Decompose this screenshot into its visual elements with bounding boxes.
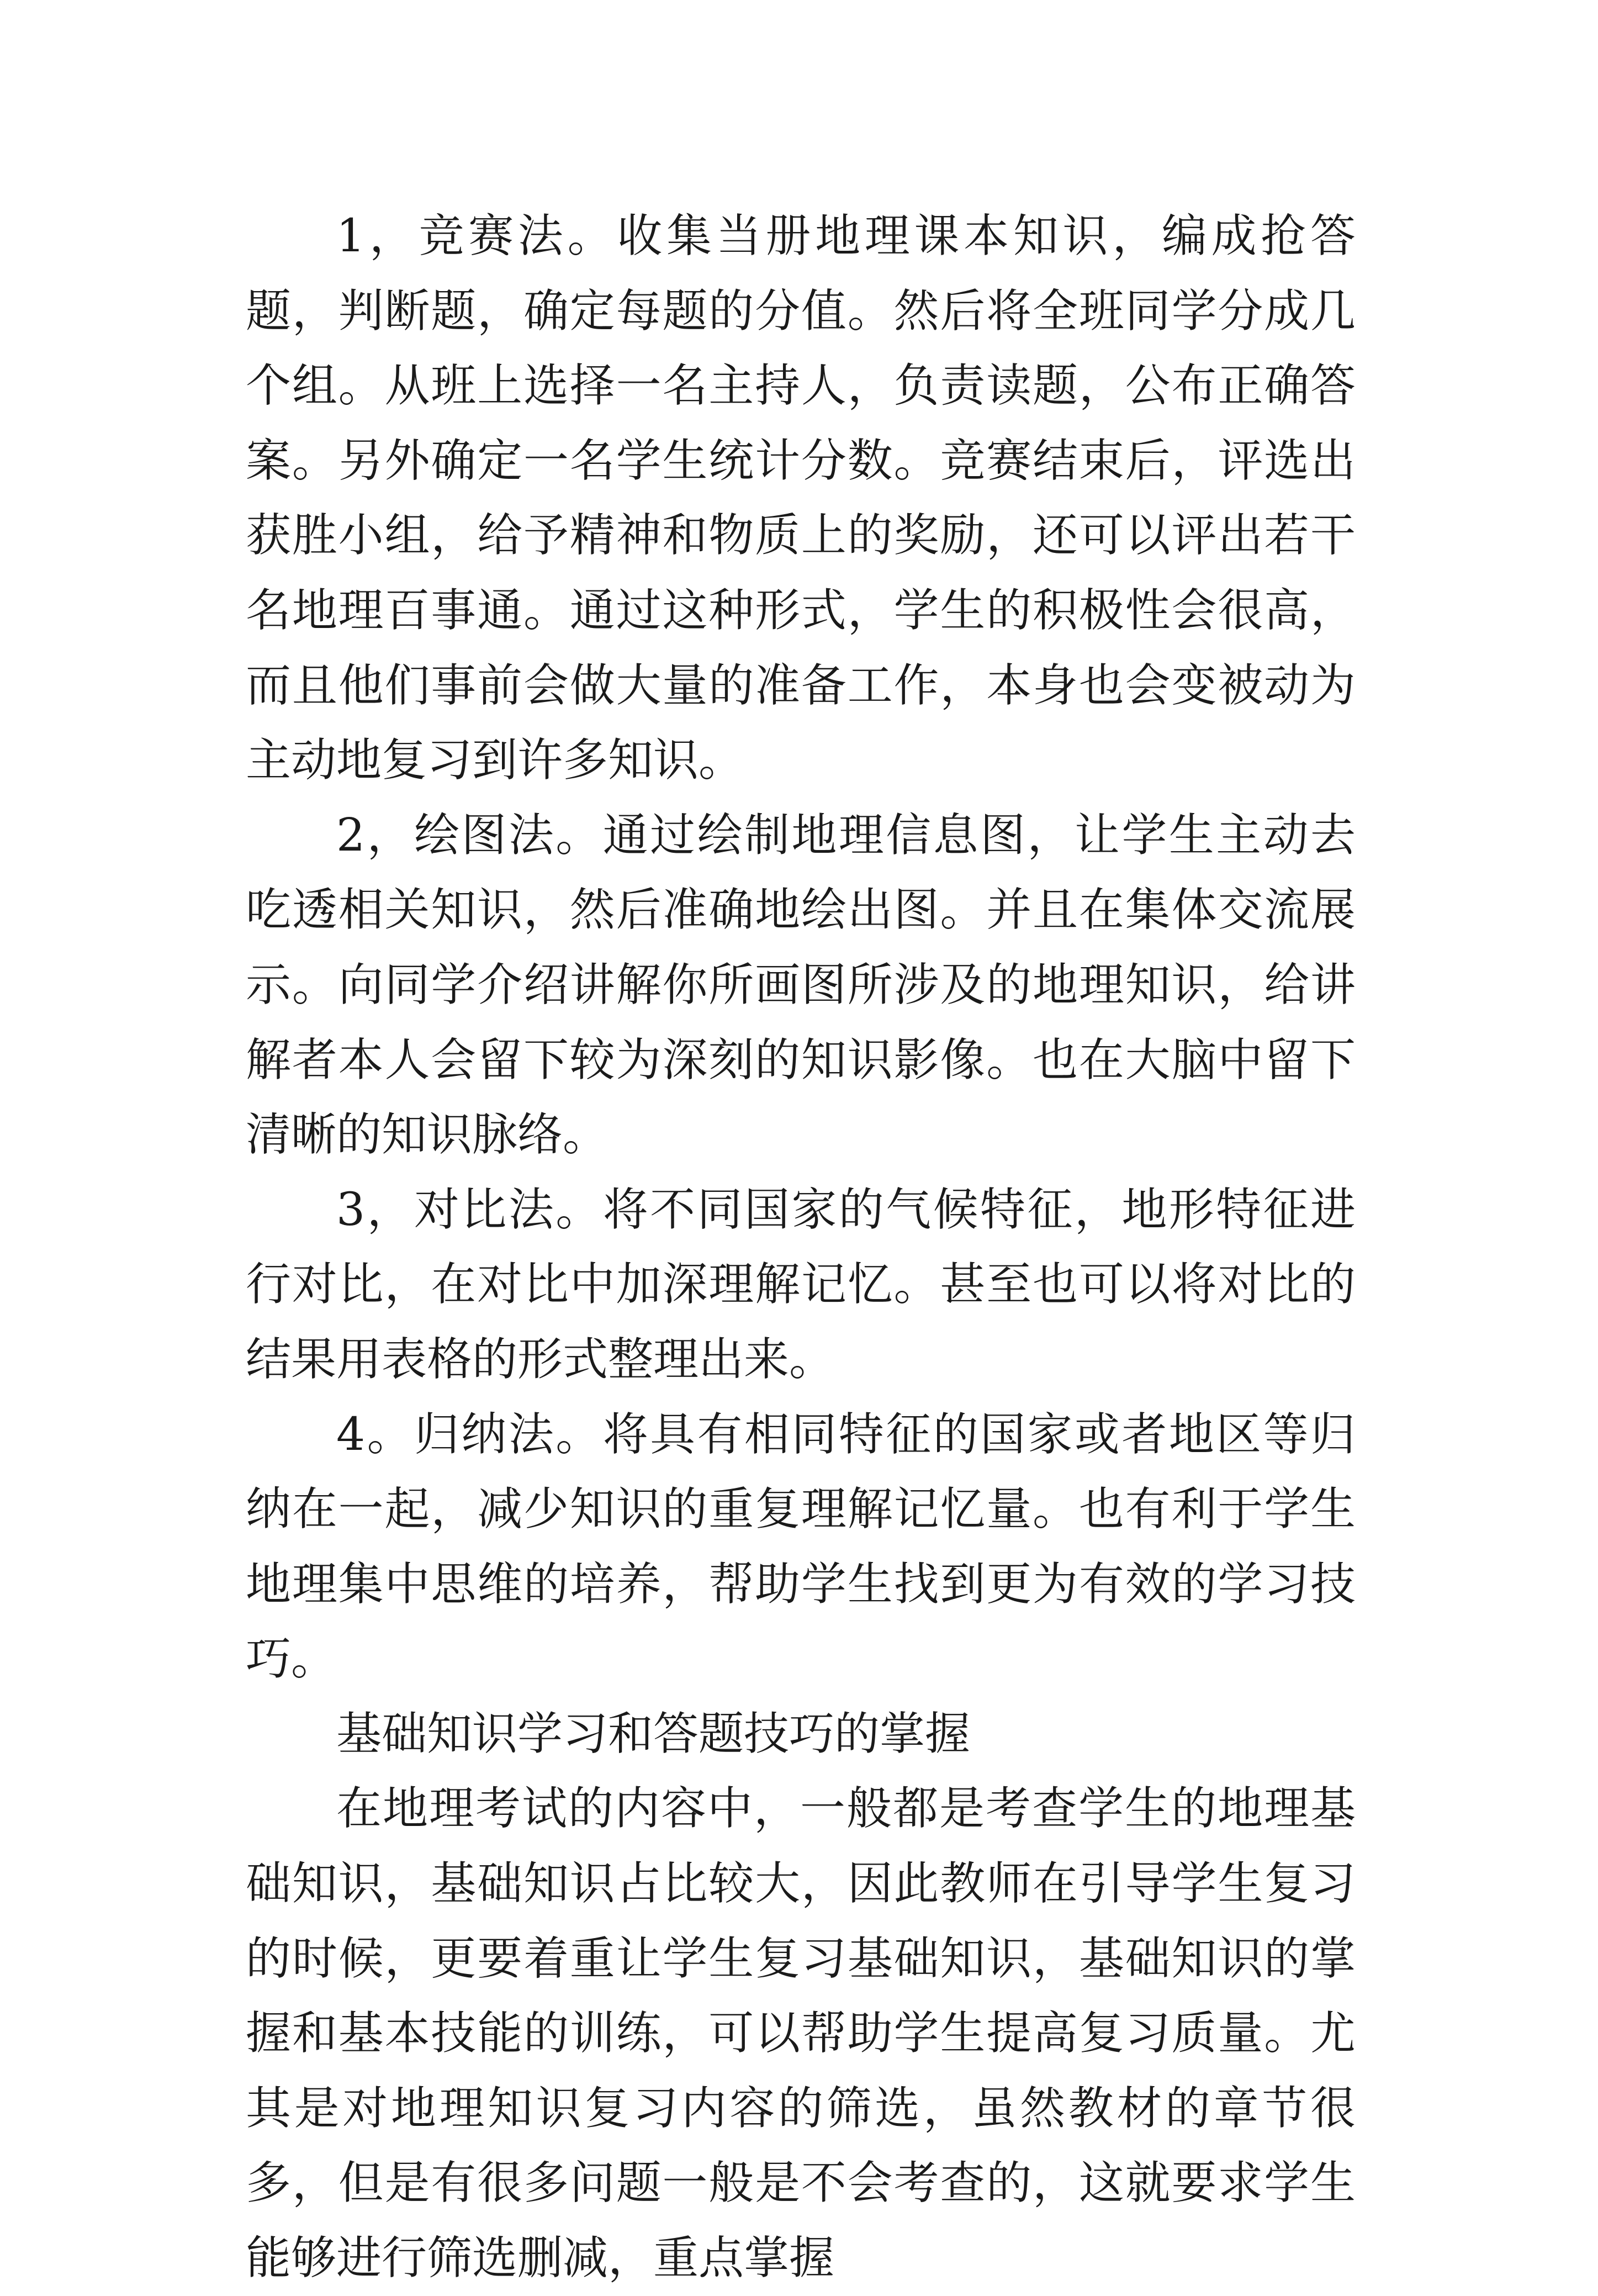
document-body [246,199,1356,2296]
paragraph-induction-method: 4。归纳法。将具有相同特征的国家或者地区等归纳在一起，减少知识的重复理解记忆量。也有利于学生地理集中思维的培养，帮助学生找到更为有效的学习技巧。 [246,1408,1356,1686]
paragraph-competition-method: 1，竞赛法。收集当册地理课本知识，编成抢答题，判断题，确定每题的分值。然后将全班同学分成几个组。从班上选择一名主持人，负责读题，公布正确答案。另外确定一名学生统计分数。竞赛结束后，评选出获胜小组，给予精神和物质上的奖励，还可以评出若干名地理百事通。通过这种形式，学生的积极性会很高，而且他们事前会做大量的准备工作，本身也会变被动为主动地复习到许多知识。 [246,210,1356,787]
paragraph-drawing-method: 2，绘图法。通过绘制地理信息图，让学生主动去吃透相关知识，然后准确地绘出图。并且在集体交流展示。向同学介绍讲解你所画图所涉及的地理知识，给讲解者本人会留下较为深刻的知识影像。也在大脑中留下清晰的知识脉络。 [246,809,1356,1162]
paragraph-basic-knowledge: 在地理考试的内容中，一般都是考查学生的地理基础知识，基础知识占比较大，因此教师在引导学生复习的时候，更要着重让学生复习基础知识，基础知识的掌握和基本技能的训练，可以帮助学生提高复习质量。尤其是对地理知识复习内容的筛选，虽然教材的章节很多，但是有很多问题一般是不会考查的，这就要求学生能够进行筛选删减，重点掌握 [246,1782,1356,2285]
section-heading: 基础知识学习和答题技巧的掌握 [336,1707,971,1760]
paragraph-comparison-method: 3，对比法。将不同国家的气候特征，地形特征进行对比，在对比中加深理解记忆。甚至也可以将对比的结果用表格的形式整理出来。 [246,1183,1356,1386]
